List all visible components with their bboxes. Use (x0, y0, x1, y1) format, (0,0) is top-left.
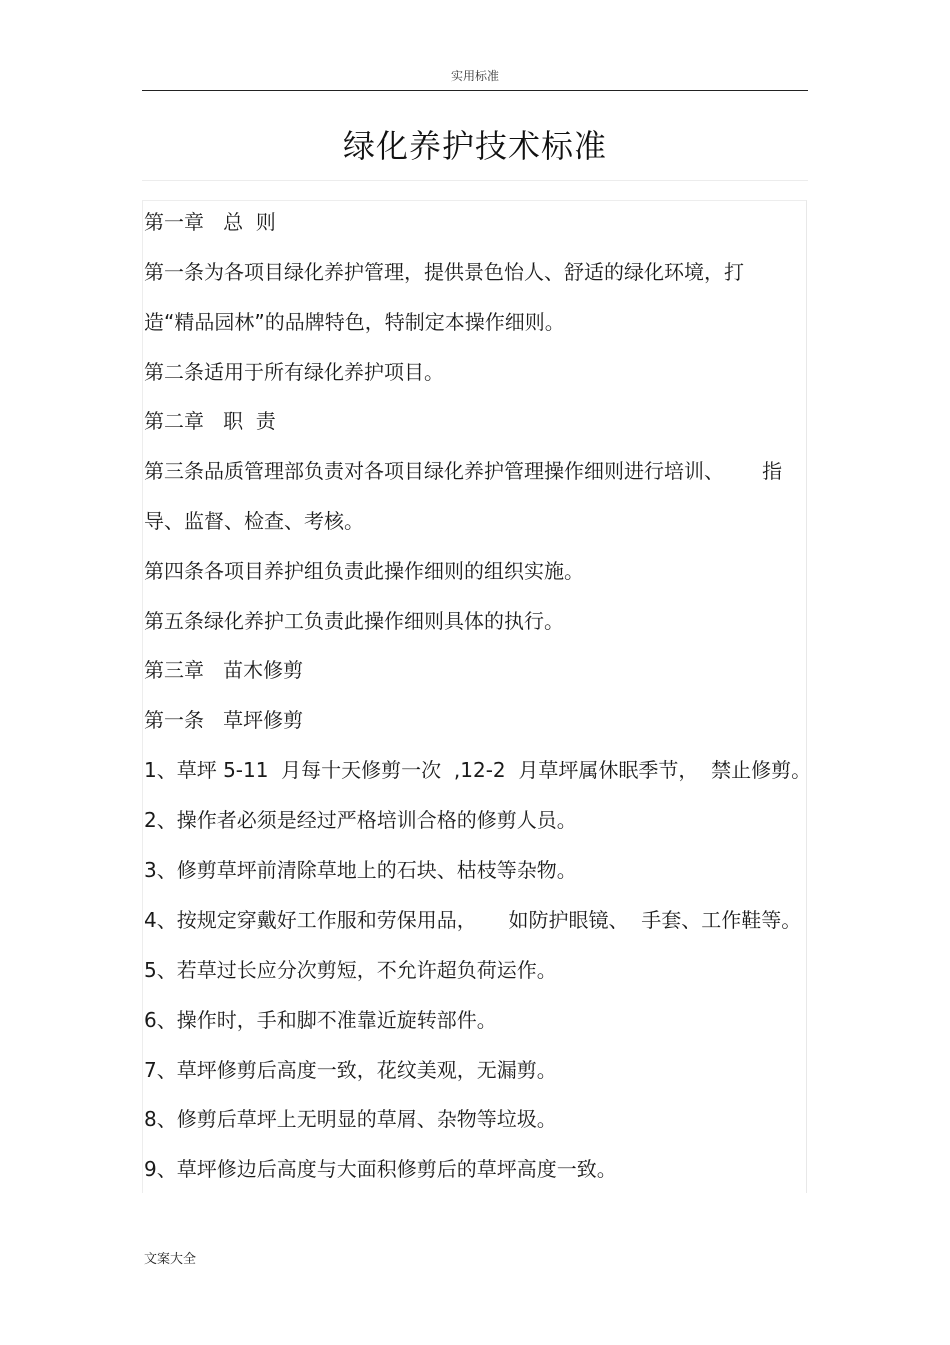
paragraph-line: 第五条绿化养护工负责此操作细则具体的执行。 (144, 609, 564, 633)
paragraph-line: 第三条品质管理部负责对各项目绿化养护管理操作细则进行培训、 指 (144, 459, 783, 483)
paragraph-line: 导、监督、检查、考核。 (144, 509, 364, 533)
list-item: 4、按规定穿戴好工作服和劳保用品， 如防护眼镜、 手套、工作鞋等。 (144, 908, 802, 932)
list-item: 8、修剪后草坪上无明显的草屑、杂物等垃圾。 (144, 1107, 557, 1131)
chapter-heading: 第一章 总 则 (144, 210, 276, 234)
chapter-heading: 第二章 职 责 (144, 409, 276, 433)
header-divider (142, 90, 808, 91)
paragraph-line: 第二条适用于所有绿化养护项目。 (144, 360, 444, 384)
paragraph-line: 第四条各项目养护组负责此操作细则的组织实施。 (144, 559, 584, 583)
page-header: 实用标准 (450, 69, 499, 83)
section-heading: 第一条 草坪修剪 (144, 708, 304, 732)
title-divider (142, 180, 808, 181)
list-item: 3、修剪草坪前清除草地上的石块、枯枝等杂物。 (144, 858, 577, 882)
paragraph-line: 第一条为各项目绿化养护管理，提供景色怡人、舒适的绿化环境，打 (144, 260, 744, 284)
page-footer: 文案大全 (144, 1252, 197, 1267)
list-item: 5、若草过长应分次剪短，不允许超负荷运作。 (144, 958, 557, 982)
list-item: 9、草坪修边后高度与大面积修剪后的草坪高度一致。 (144, 1157, 617, 1181)
list-item: 6、操作时，手和脚不准靠近旋转部件。 (144, 1008, 497, 1032)
list-item: 1、草坪 5-11 月每十天修剪一次 ,12-2 月草坪属休眠季节， 禁止修剪。 (144, 758, 812, 782)
list-item: 2、操作者必须是经过严格培训合格的修剪人员。 (144, 808, 577, 832)
content-frame (142, 200, 812, 1193)
document-title: 绿化养护技术标准 (342, 127, 607, 165)
list-item: 7、草坪修剪后高度一致，花纹美观，无漏剪。 (144, 1058, 557, 1082)
chapter-heading: 第三章 苗木修剪 (144, 658, 304, 682)
paragraph-line: 造“精品园林”的品牌特色，特制定本操作细则。 (144, 310, 565, 334)
